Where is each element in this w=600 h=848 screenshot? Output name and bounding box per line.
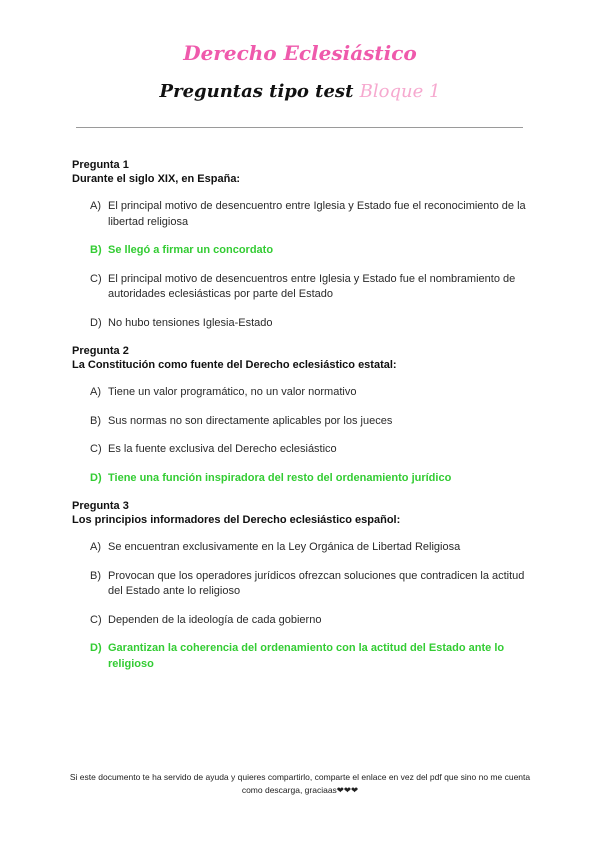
question-number: Pregunta 3 [72, 500, 129, 512]
question-prompt: Los principios informadores del Derecho eclesiástico español: [72, 514, 401, 526]
options-list [72, 199, 532, 331]
option-text: Es la fuente exclusiva del Derecho eclesiástico [108, 443, 337, 455]
option-letter: A) [90, 200, 101, 212]
option-text: Garantizan la coherencia del ordenamiento con la actitud del Estado ante lo religioso [108, 642, 505, 670]
question-number: Pregunta 2 [72, 345, 129, 357]
option-d [72, 316, 532, 332]
footer-note: Si este documento te ha servido de ayuda y quieres compartirlo, comparte el enlace en vez del pdf que sino no me cuenta como descarga, graciaas❤❤❤ [69, 772, 531, 795]
options-list [72, 385, 532, 486]
option-text: Provocan que los operadores jurídicos ofrezcan soluciones que contradicen la actitud del Estado ante lo religioso [108, 569, 525, 597]
option-c [72, 442, 532, 458]
option-letter: C) [90, 443, 102, 455]
question-3 [72, 499, 532, 672]
option-letter: A) [90, 541, 101, 553]
question-number: Pregunta 1 [72, 159, 129, 171]
option-letter: D) [90, 471, 102, 484]
options-list [72, 540, 532, 672]
option-d-correct [72, 641, 532, 672]
option-letter: C) [90, 613, 102, 626]
option-text: Tiene una función inspiradora del resto del ordenamiento jurídico [108, 471, 452, 484]
option-a [72, 540, 532, 556]
option-text: Dependen de la ideología de cada gobierno [108, 613, 322, 626]
option-a [72, 385, 532, 401]
option-letter: B) [90, 414, 101, 427]
questions-list [72, 158, 532, 685]
option-b-correct [72, 243, 532, 259]
option-text: El principal motivo de desencuentros entre Iglesia y Estado fue el nombramiento de autoridades eclesiásticas por parte del Estado [108, 272, 516, 300]
document-title: Derecho Eclesiástico [183, 41, 417, 65]
option-letter: C) [90, 272, 102, 285]
option-text: No hubo tensiones Iglesia-Estado [108, 316, 273, 329]
question-prompt: Durante el siglo XIX, en España: [72, 173, 241, 185]
question-2 [72, 344, 532, 486]
option-letter: B) [90, 569, 101, 582]
option-text: Se llegó a firmar un concordato [108, 244, 274, 256]
option-text: El principal motivo de desencuentro entre Iglesia y Estado fue el reconocimiento de la libertad religiosa [108, 200, 526, 228]
option-text: Se encuentran exclusivamente en la Ley Orgánica de Libertad Religiosa [108, 541, 461, 553]
option-letter: A) [90, 386, 101, 398]
document-subtitle [0, 81, 600, 102]
option-letter: D) [90, 316, 102, 329]
subtitle-block: Bloque 1 [359, 81, 441, 102]
question-1 [72, 158, 532, 331]
option-text: Sus normas no son directamente aplicables por los jueces [108, 414, 393, 427]
option-d-correct [72, 471, 532, 487]
subtitle-main: Preguntas tipo test [159, 81, 354, 102]
option-b [72, 414, 532, 430]
option-letter: D) [90, 642, 102, 654]
option-a [72, 199, 532, 230]
header-divider [76, 127, 523, 128]
option-text: Tiene un valor programático, no un valor normativo [108, 386, 357, 398]
option-b [72, 569, 532, 600]
question-prompt: La Constitución como fuente del Derecho eclesiástico estatal: [72, 359, 397, 371]
option-c [72, 613, 532, 629]
option-letter: B) [90, 244, 102, 256]
option-c [72, 272, 532, 303]
